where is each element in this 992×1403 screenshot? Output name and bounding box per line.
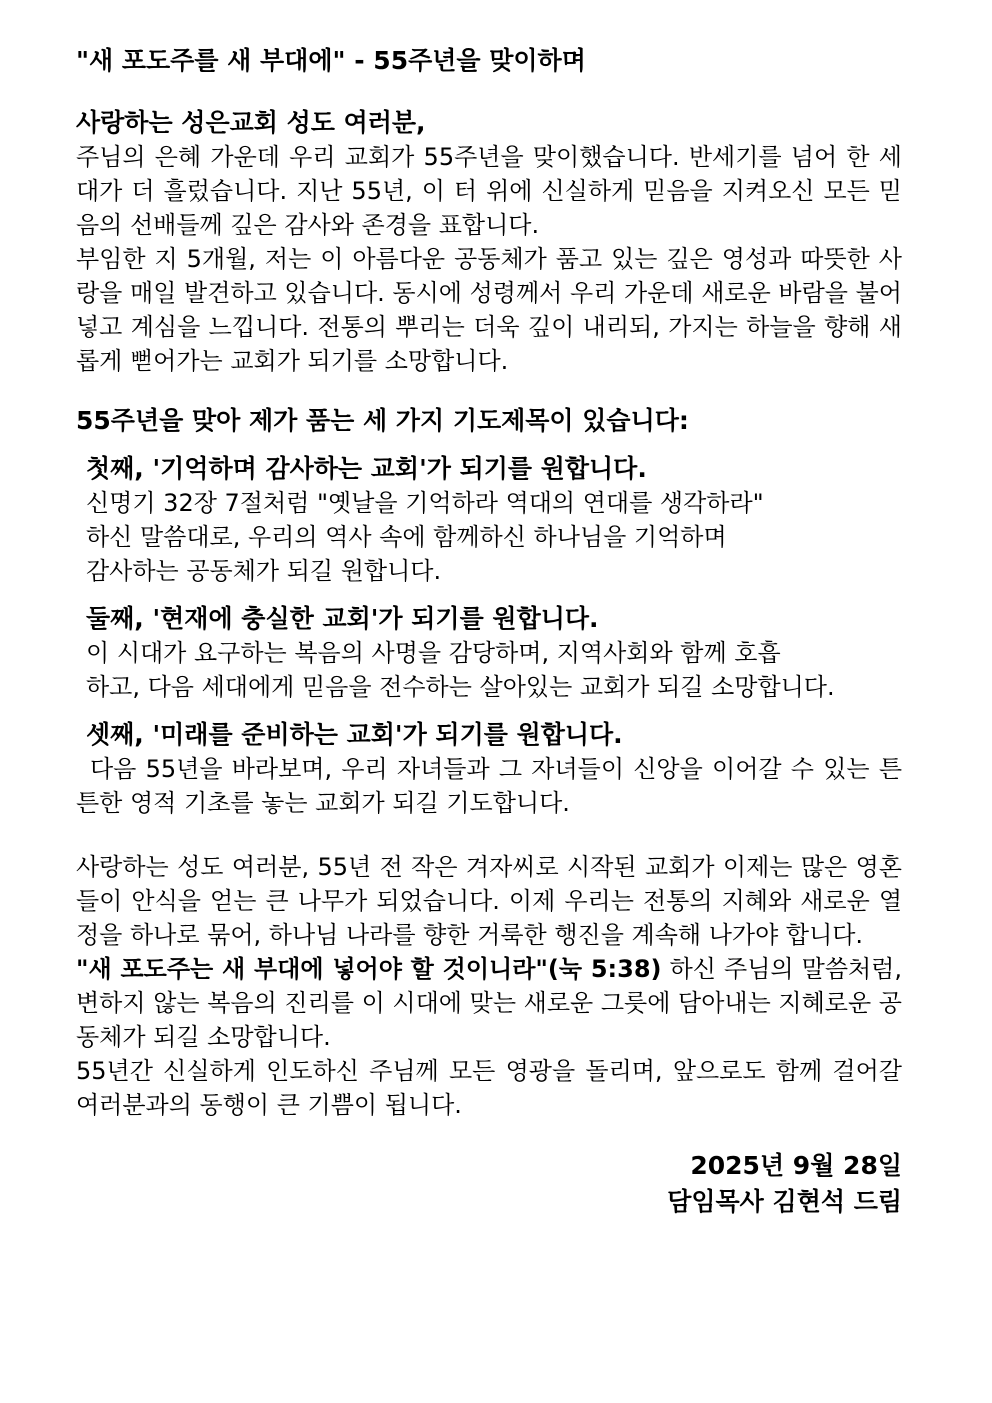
- prayer-heading-3: 셋째, '미래를 준비하는 교회'가 되기를 원합니다.: [86, 720, 623, 749]
- prayer-intro: 55주년을 맞아 제가 품는 세 가지 기도제목이 있습니다:: [76, 406, 689, 435]
- prayer-body-3: 다음 55년을 바라보며, 우리 자녀들과 그 자녀들이 신앙을 이어갈 수 있는 튼튼한 영적 기초를 놓는 교회가 되길 기도합니다.: [76, 755, 902, 817]
- intro-paragraph-2: 부임한 지 5개월, 저는 이 아름다운 공동체가 품고 있는 깊은 영성과 따뜻한 사랑을 매일 발견하고 있습니다. 동시에 성령께서 우리 가운데 새로운 바람을 불어넣고 계심을 느낍니다. 전통의 뿌리는 더욱 깊이 내리되, 가지는 하늘을 향해 새롭게 뻗어가는 교회가 되기를 소망합니다.: [76, 245, 902, 375]
- prayer-line: 하신 말씀대로, 우리의 역사 속에 함께하신 하나님을 기억하며: [86, 523, 727, 551]
- prayer-heading-1: 첫째, '기억하며 감사하는 교회'가 되기를 원합니다.: [86, 454, 647, 483]
- prayer-line: 감사하는 공동체가 되길 원합니다.: [86, 557, 442, 585]
- scripture-quote: "새 포도주는 새 부대에 넣어야 할 것이니라"(눅 5:38): [76, 955, 662, 983]
- letter-date: 2025년 9월 28일: [690, 1151, 902, 1180]
- prayer-body-2: [86, 636, 902, 704]
- prayer-item-2: [86, 602, 902, 704]
- letter-author: 담임목사 김현석 드림: [667, 1187, 902, 1216]
- prayer-line: 신명기 32장 7절처럼 "옛날을 기억하라 역대의 연대를 생각하라": [86, 489, 764, 517]
- letter-page: [76, 38, 902, 1220]
- prayer-line: 이 시대가 요구하는 복음의 사명을 감당하며, 지역사회와 함께 호흡: [86, 639, 781, 667]
- closing-paragraph-2: [76, 952, 902, 1054]
- closing-paragraph-3: 55년간 신실하게 인도하신 주님께 모든 영광을 돌리며, 앞으로도 함께 걸어갈 여러분과의 동행이 큰 기쁨이 됩니다.: [76, 1057, 902, 1119]
- greeting: 사랑하는 성은교회 성도 여러분,: [76, 108, 426, 137]
- closing-paragraph-1: 사랑하는 성도 여러분, 55년 전 작은 겨자씨로 시작된 교회가 이제는 많은 영혼들이 안식을 얻는 큰 나무가 되었습니다. 이제 우리는 전통의 지혜와 새로운 열정을 하나로 묶어, 하나님 나라를 향한 거룩한 행진을 계속해 나가야 합니다.: [76, 853, 902, 949]
- signature-block: [76, 1148, 902, 1220]
- prayer-heading-2: 둘째, '현재에 충실한 교회'가 되기를 원합니다.: [86, 604, 599, 633]
- prayer-item-3: [76, 718, 902, 820]
- intro-paragraph-1: 주님의 은혜 가운데 우리 교회가 55주년을 맞이했습니다. 반세기를 넘어 한 세대가 더 흘렀습니다. 지난 55년, 이 터 위에 신실하게 믿음을 지켜오신 모든 믿음의 선배들께 깊은 감사와 존경을 표합니다.: [76, 143, 902, 239]
- closing-paragraph-2-text: 하신 주님의 말씀처럼, 변하지 않는 복음의 진리를 이 시대에 맞는 새로운 그릇에 담아내는 지혜로운 공동체가 되길 소망합니다.: [76, 955, 902, 1051]
- closing-section: [76, 850, 902, 1122]
- letter-title: "새 포도주를 새 부대에" - 55주년을 맞이하며: [76, 46, 586, 75]
- prayer-item-1: [86, 452, 902, 588]
- prayer-line: 하고, 다음 세대에게 믿음을 전수하는 살아있는 교회가 되길 소망합니다.: [86, 673, 835, 701]
- prayer-body-1: [86, 486, 902, 588]
